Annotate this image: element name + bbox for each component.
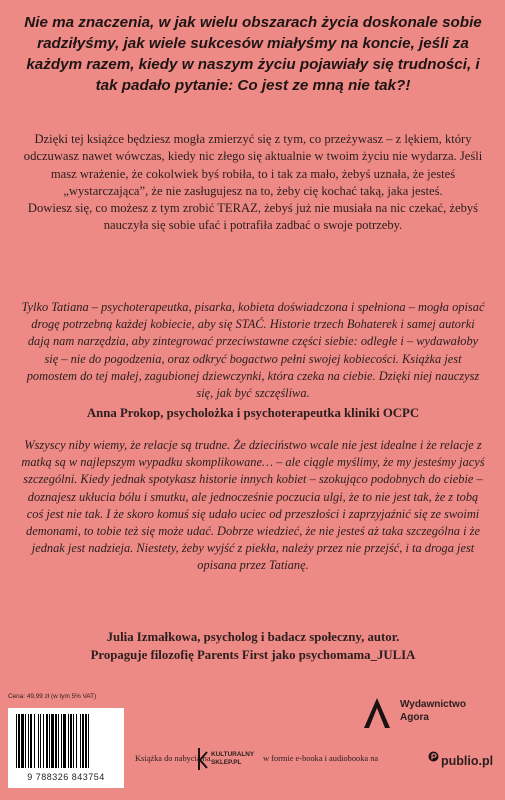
barcode-bars [14, 714, 118, 772]
lead-paragraph: Nie ma znaczenia, w jak wielu obszarach życia doskonale sobie radziłyśmy, jak wiele sukcesów miałyśmy na koncie, jeśli za każdym razem, kiedy w naszym życiu pojawiały się trudności, i tak padało pytanie: Co jest ze mną nie tak?! [24, 14, 482, 94]
availability-prefix: Książka do nabycia na [135, 754, 211, 763]
endorsement-attribution: Anna Prokop, psycholożka i psychoterapeutka kliniki OCPC [86, 406, 420, 420]
publisher-name: Wydawnictwo Agora [400, 699, 466, 723]
endorsement-quote: Tylko Tatiana – psychoterapeutka, pisarka, kobieta doświadczona i spełniona – mogła opisać drogę potrzebną każdej kobiecie, aby się STAĆ. Historie trzech Bohaterek i samej autorki dają nam narzędzia, aby zintegrować przeciwstawne części siebie: odległe i – wydawałoby się – nie do pogodzenia, oraz odkryć bogactwo pełni swojej kobiecości. Książka jest pomostem do tej małej, zagubionej dziewczynki, która czeka na ciebie. Dzięki niej nauczysz się, jak być szczęśliwa. [21, 300, 485, 401]
body-paragraph: Dzięki tej książce będziesz mogła zmierzyć się z tym, co przeżywasz – z lękiem, który odczuwasz nawet wówczas, kiedy nic złego się aktualnie w twoim życiu nie wydarza. Jeśli masz wrażenie, że cokolwiek byś robiła, to i tak za mało, żebyś uznała, że jesteś „wystarczająca”, że nie zasługujesz na to, żeby cię kochać taką, jaka jesteś. [23, 132, 483, 199]
availability-middle: w formie e-booka i audiobooka na [263, 754, 379, 763]
body-paragraph: Dowiesz się, co możesz z tym zrobić TERAZ, żebyś już nie musiała na nic czekać, żebyś nauczyła się sobie ufać i potrafiła zadbać o swoje potrzeby. [27, 201, 479, 233]
endorsement-quote: Wszyscy niby wiemy, że relacje są trudne. Że dzieciństwo wcale nie jest idealne i że relacje z matką są w najlepszym wypadku skomplikowane… – ale ciągle myślimy, że my jesteśmy jacyś szczególni. Kiedy jednak spotykasz historie innych kobiet – szokująco podobnych do ciebie – doznajesz ukłucia bólu i smutku, ale jednocześnie poczucia ulgi, że to nie jest tak, że z tobą coś jest nie tak. I że skoro komuś się udało uciec od przeszłości i zaprzyjaźnić się ze swoimi demonami, to tobie też się może udać. Dobrze wiedzieć, że nie jesteś aż taka szczególna i że jednak jest nadzieja. Niestety, żeby wyjść z piekła, należy przez nie przejść, i ta droga jest opisana przez Tatianę. [21, 438, 485, 573]
agora-logo-icon [360, 696, 394, 730]
endorsement-attribution: Julia Izmałkowa, psycholog i badacz społeczny, autor. Propaguje filozofię Parents First jako psychomama_JULIA [90, 630, 416, 662]
publisher-logo [360, 694, 490, 744]
isbn-barcode [8, 708, 124, 788]
kulturalny-sklep-icon [197, 748, 209, 770]
publio-link[interactable]: publio.pl [441, 754, 494, 768]
isbn-number: 9 788326 843754 [27, 772, 105, 782]
publio-icon [428, 751, 439, 762]
kulturalny-sklep-link[interactable]: KULTURALNY SKLEP.PL [211, 751, 255, 766]
price-label: Cena: 49,99 zł (w tym 5% VAT) [8, 693, 97, 700]
availability-line [135, 748, 495, 772]
